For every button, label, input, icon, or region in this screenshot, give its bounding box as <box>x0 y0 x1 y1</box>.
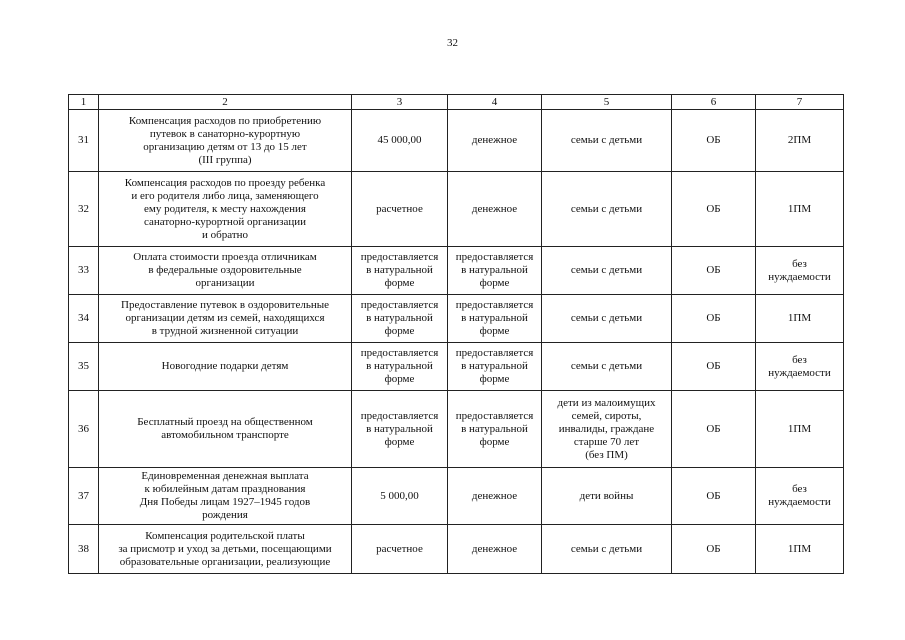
row-number-cell: 31 <box>69 110 99 172</box>
benefit-form-line: форме <box>479 373 510 385</box>
need-criterion-cell <box>756 525 844 574</box>
benefit-name-line: рождения <box>202 509 248 521</box>
benefit-name-line: (III группа) <box>198 153 252 166</box>
table-row <box>69 391 844 468</box>
benefit-amount-line: форме <box>384 435 415 448</box>
benefit-amount-cell <box>352 468 448 525</box>
benefit-name-cell <box>99 343 352 391</box>
benefit-form-line: предоставляется <box>455 409 534 422</box>
benefit-form-line: денежное <box>471 542 518 555</box>
benefit-name-line: образовательные организации, реализующие <box>119 555 331 568</box>
table-body <box>69 110 844 574</box>
benefit-name-line: к юбилейным датам празднования <box>144 483 306 495</box>
benefit-name-line: в федеральные оздоровительные <box>148 264 302 276</box>
header-row <box>69 95 844 110</box>
benefit-amount-line: форме <box>384 373 415 385</box>
budget-source-cell: ОБ <box>672 247 756 295</box>
benefit-amount-cell <box>352 391 448 468</box>
benefits-table <box>68 94 844 574</box>
benefit-name-line: в трудной жизненной ситуации <box>151 325 299 337</box>
need-criterion-line: 1ПМ <box>787 202 812 215</box>
need-criterion-line: нуждаемости <box>768 496 831 508</box>
benefit-form-cell <box>448 525 542 574</box>
recipient-category-cell <box>542 172 672 247</box>
budget-source-cell: ОБ <box>672 295 756 343</box>
row-number-cell: 32 <box>69 172 99 247</box>
benefit-name-cell <box>99 391 352 468</box>
need-criterion-cell <box>756 110 844 172</box>
need-criterion-cell <box>756 343 844 391</box>
need-criterion-line: нуждаемости <box>768 366 831 379</box>
recipient-category-line: семьи с детьми <box>570 134 643 146</box>
benefit-name-cell <box>99 172 352 247</box>
table-row <box>69 468 844 525</box>
benefit-amount-line: в натуральной <box>366 264 433 276</box>
recipient-category-line: дети из малоимущих <box>557 396 656 409</box>
benefit-name-line: организации детям из семей, находящихся <box>125 312 325 324</box>
benefit-amount-line: предоставляется <box>360 347 439 359</box>
benefit-form-line: денежное <box>471 489 518 502</box>
recipient-category-line: (без ПМ) <box>585 448 628 461</box>
need-criterion-cell <box>756 247 844 295</box>
benefit-name-line: организации <box>195 277 255 289</box>
need-criterion-line: без <box>792 353 807 366</box>
need-criterion-line: без <box>792 257 807 270</box>
budget-source-cell: ОБ <box>672 172 756 247</box>
recipient-category-line: семьи с детьми <box>570 312 643 324</box>
benefit-amount-cell <box>352 525 448 574</box>
column-header: 1 <box>69 95 99 110</box>
recipient-category-cell <box>542 247 672 295</box>
column-header: 5 <box>542 95 672 110</box>
benefit-form-cell <box>448 468 542 525</box>
need-criterion-line: 1ПМ <box>787 542 812 555</box>
benefit-form-line: денежное <box>471 202 518 215</box>
benefit-name-line: автомобильном транспорте <box>161 429 289 441</box>
benefit-amount-line: в натуральной <box>366 360 433 372</box>
need-criterion-line: нуждаемости <box>768 270 831 283</box>
benefit-amount-line: предоставляется <box>360 299 439 311</box>
benefit-name-line: Компенсация расходов по проезду ребенка <box>124 176 326 189</box>
benefit-form-cell <box>448 343 542 391</box>
column-header: 6 <box>672 95 756 110</box>
recipient-category-line: семьи с детьми <box>570 264 643 276</box>
benefit-amount-cell <box>352 172 448 247</box>
benefit-name-line: и его родителя либо лица, заменяющего <box>131 189 319 202</box>
benefit-form-line: форме <box>479 277 510 289</box>
need-criterion-cell <box>756 391 844 468</box>
recipient-category-cell <box>542 391 672 468</box>
recipient-category-line: старше 70 лет <box>573 435 640 448</box>
benefit-amount-line: расчетное <box>376 542 423 555</box>
benefit-name-cell <box>99 525 352 574</box>
benefit-name-line: Компенсация расходов по приобретению <box>128 114 322 127</box>
budget-source-cell: ОБ <box>672 525 756 574</box>
benefit-amount-cell <box>352 295 448 343</box>
benefit-form-line: форме <box>479 325 510 337</box>
table-row <box>69 343 844 391</box>
table-row <box>69 110 844 172</box>
benefit-form-line: предоставляется <box>455 299 534 311</box>
benefit-amount-line: форме <box>384 325 415 337</box>
benefit-name-cell <box>99 110 352 172</box>
budget-source-cell: ОБ <box>672 468 756 525</box>
benefit-form-line: в натуральной <box>461 360 528 372</box>
benefit-name-line: за присмотр и уход за детьми, посещающими <box>118 542 332 555</box>
benefit-form-cell <box>448 295 542 343</box>
budget-source-cell: ОБ <box>672 110 756 172</box>
need-criterion-line: 1ПМ <box>787 312 812 324</box>
benefit-form-line: предоставляется <box>455 347 534 359</box>
benefit-name-cell <box>99 247 352 295</box>
benefit-amount-cell <box>352 247 448 295</box>
benefit-form-line: форме <box>479 435 510 448</box>
benefit-amount-line: предоставляется <box>360 409 439 422</box>
recipient-category-line: семей, сироты, <box>571 409 642 422</box>
budget-source-cell: ОБ <box>672 391 756 468</box>
recipient-category-cell <box>542 295 672 343</box>
benefit-amount-cell <box>352 343 448 391</box>
benefit-name-line: санаторно-курортной организации <box>143 215 307 228</box>
recipient-category-line: дети войны <box>579 489 634 502</box>
need-criterion-line: без <box>792 483 807 495</box>
recipient-category-line: семьи с детьми <box>570 542 643 555</box>
need-criterion-cell <box>756 295 844 343</box>
benefit-form-cell <box>448 247 542 295</box>
benefit-name-cell <box>99 468 352 525</box>
benefit-name-line: Бесплатный проезд на общественном <box>137 416 313 428</box>
benefit-amount-line: форме <box>384 277 415 289</box>
table-row <box>69 247 844 295</box>
benefit-form-line: денежное <box>471 134 518 146</box>
recipient-category-line: семьи с детьми <box>570 360 643 372</box>
benefit-name-line: Единовременная денежная выплата <box>141 470 309 482</box>
column-header: 4 <box>448 95 542 110</box>
page-number: 32 <box>447 37 458 49</box>
budget-source-cell: ОБ <box>672 343 756 391</box>
recipient-category-line: семьи с детьми <box>570 202 643 215</box>
need-criterion-cell <box>756 468 844 525</box>
benefit-name-line: ему родителя, к месту нахождения <box>144 202 306 215</box>
row-number-cell: 33 <box>69 247 99 295</box>
recipient-category-cell <box>542 468 672 525</box>
table-row <box>69 172 844 247</box>
recipient-category-line: инвалиды, граждане <box>558 422 655 435</box>
table-row <box>69 525 844 574</box>
benefit-form-line: предоставляется <box>455 251 534 263</box>
benefit-name-line: и обратно <box>201 228 249 241</box>
benefit-name-line: Компенсация родительской платы <box>145 529 305 542</box>
recipient-category-cell <box>542 110 672 172</box>
benefit-form-line: в натуральной <box>461 264 528 276</box>
benefit-name-line: Новогодние подарки детям <box>161 360 289 372</box>
benefit-amount-line: 5 000,00 <box>380 489 419 502</box>
benefit-name-line: Предоставление путевок в оздоровительные <box>121 299 329 311</box>
table-row <box>69 295 844 343</box>
benefit-amount-cell <box>352 110 448 172</box>
row-number-cell: 37 <box>69 468 99 525</box>
recipient-category-cell <box>542 525 672 574</box>
benefit-amount-line: 45 000,00 <box>377 134 422 146</box>
column-header: 7 <box>756 95 844 110</box>
row-number-cell: 36 <box>69 391 99 468</box>
benefit-name-line: Оплата стоимости проезда отличникам <box>133 251 317 263</box>
column-header: 2 <box>99 95 352 110</box>
benefit-amount-line: в натуральной <box>366 422 433 435</box>
benefit-amount-line: в натуральной <box>366 312 433 324</box>
need-criterion-line: 2ПМ <box>787 134 812 146</box>
benefit-name-line: Дня Победы лицам 1927–1945 годов <box>139 496 311 508</box>
benefit-name-line: путевок в санаторно-курортную <box>149 127 301 140</box>
column-header: 3 <box>352 95 448 110</box>
benefit-form-line: в натуральной <box>461 312 528 324</box>
need-criterion-line: 1ПМ <box>787 422 812 435</box>
row-number-cell: 38 <box>69 525 99 574</box>
need-criterion-cell <box>756 172 844 247</box>
row-number-cell: 35 <box>69 343 99 391</box>
benefit-form-line: в натуральной <box>461 422 528 435</box>
benefit-form-cell <box>448 172 542 247</box>
benefit-amount-line: расчетное <box>376 202 423 215</box>
row-number-cell: 34 <box>69 295 99 343</box>
benefit-form-cell <box>448 110 542 172</box>
benefit-name-cell <box>99 295 352 343</box>
recipient-category-cell <box>542 343 672 391</box>
benefit-amount-line: предоставляется <box>360 251 439 263</box>
benefit-name-line: организацию детям от 13 до 15 лет <box>143 140 307 153</box>
benefit-form-cell <box>448 391 542 468</box>
